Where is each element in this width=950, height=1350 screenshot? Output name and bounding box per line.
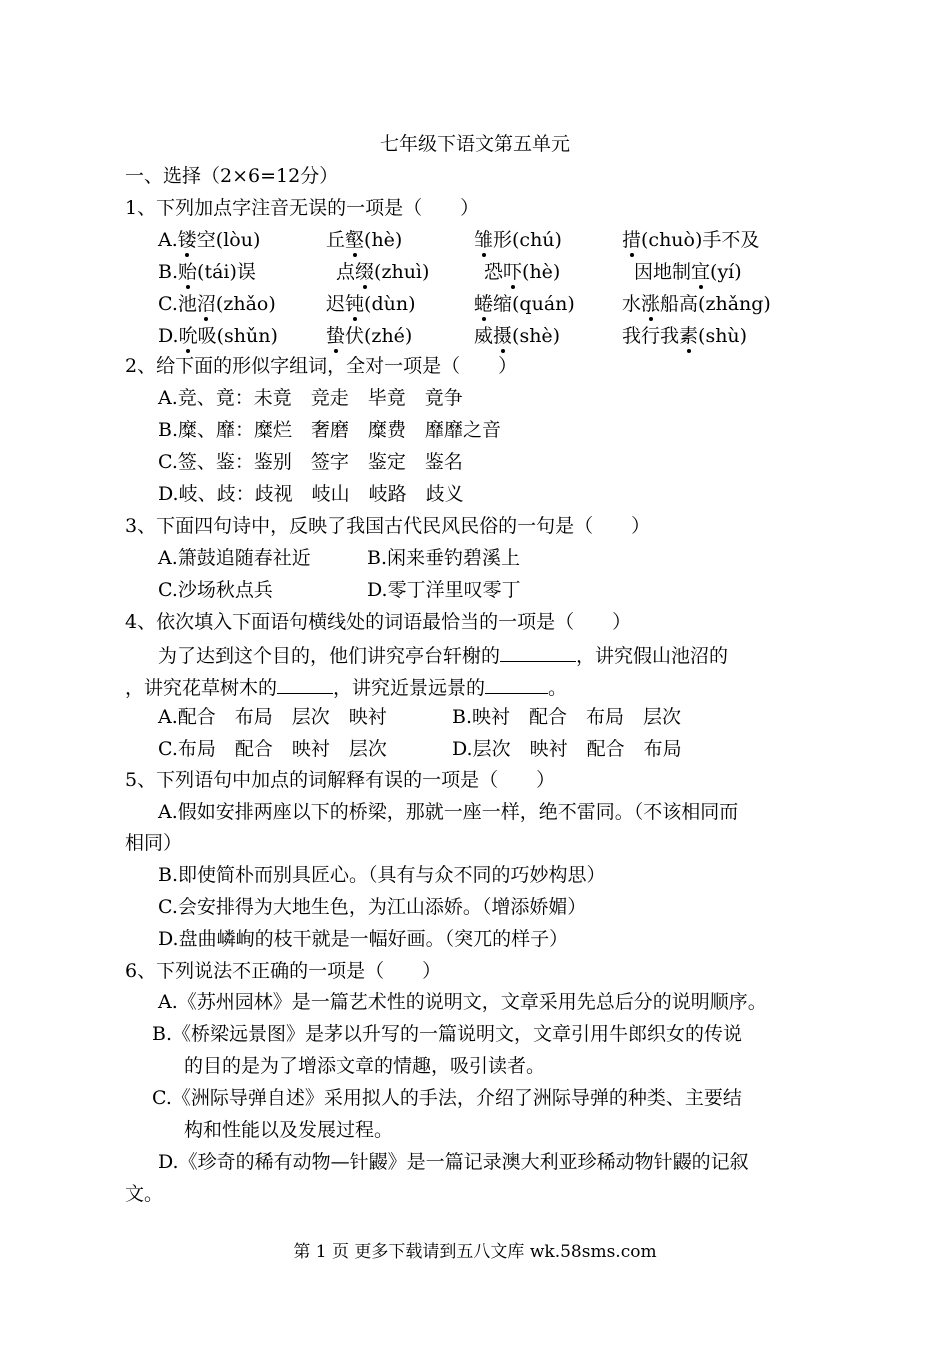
q1-option-d-1: D.吮吸(shǔn) xyxy=(158,325,278,347)
q1-option-a-4: 措(chuò)手不及 xyxy=(622,229,760,251)
emphasis-dot: 措 xyxy=(622,229,642,251)
q1-option-a-3: 雏形(chú) xyxy=(474,229,562,251)
question-3-stem: 3、下面四句诗中，反映了我国古代民风民俗的一句是（ ） xyxy=(125,515,651,537)
q6-option-d-cont: 文。 xyxy=(125,1183,164,1205)
q4-passage-line-2 xyxy=(125,673,567,701)
q4-option-d: D.层次 映衬 配合 布局 xyxy=(452,738,682,760)
page-title: 七年级下语文第五单元 xyxy=(379,133,570,155)
q1-option-c-2: 迟钝(dùn) xyxy=(326,293,416,315)
q1-option-a-2: 丘壑(hè) xyxy=(326,229,403,251)
q5-option-a-cont: 相同） xyxy=(125,832,183,854)
q5-option-b: B.即使简朴而别具匠心。（具有与众不同的巧妙构思） xyxy=(158,864,606,886)
q2-option-a: A.竞、竟：未竟 竞走 毕竟 竟争 xyxy=(158,387,463,409)
q6-option-b-cont: 的目的是为了增添文章的情趣，吸引读者。 xyxy=(184,1055,546,1077)
section-heading: 一、选择（2×6=12分） xyxy=(125,165,339,187)
q1-option-c-1: C.池沼(zhǎo) xyxy=(158,293,276,315)
q4-option-a: A.配合 布局 层次 映衬 xyxy=(158,706,387,728)
q2-option-b: B.糜、靡：糜烂 奢磨 糜费 靡靡之音 xyxy=(158,419,502,441)
emphasis-dot: 雏 xyxy=(474,229,494,251)
q4-passage-line-1 xyxy=(158,641,728,669)
passage-text: ，讲究近景远景的 xyxy=(333,677,486,699)
passage-text: 。 xyxy=(548,677,568,699)
fill-blank xyxy=(485,673,548,694)
emphasis-dot: 贻 xyxy=(178,261,198,283)
emphasis-dot: 沼 xyxy=(196,293,216,315)
q1-option-b-2: 点缀(zhuì) xyxy=(336,261,430,283)
emphasis-dot: 镂 xyxy=(177,229,197,251)
q3-option-b: B.闲来垂钓碧溪上 xyxy=(367,547,521,569)
q1-option-b-3: 恐吓(hè) xyxy=(484,261,561,283)
q5-option-d: D.盘曲嶙峋的枝干就是一幅好画。（突兀的样子） xyxy=(158,928,569,950)
q3-option-a: A.箫鼓追随春社近 xyxy=(158,547,311,569)
q3-option-d: D.零丁洋里叹零丁 xyxy=(367,579,521,601)
q6-option-b: B.《桥梁远景图》是茅以升写的一篇说明文，文章引用牛郎织女的传说 xyxy=(152,1023,743,1045)
emphasis-dot: 蜷 xyxy=(474,293,494,315)
page-footer: 第 1 页 更多下载请到五八文库 wk.58sms.com xyxy=(293,1242,657,1262)
q1-option-b-4: 因地制宜(yí) xyxy=(634,261,742,283)
passage-text: ，讲究花草树木的 xyxy=(125,677,278,699)
q2-option-c: C.签、鉴：鉴别 签字 鉴定 鉴名 xyxy=(158,451,463,473)
question-2-stem: 2、给下面的形似字组词，全对一项是（ ） xyxy=(125,355,518,377)
emphasis-dot: 摄 xyxy=(493,325,513,347)
question-1-stem: 1、下列加点字注音无误的一项是（ ） xyxy=(125,197,480,219)
q4-option-b: B.映衬 配合 布局 层次 xyxy=(452,706,682,728)
emphasis-dot: 吓 xyxy=(503,261,523,283)
emphasis-dot: 壑 xyxy=(345,229,365,251)
emphasis-dot: 涨 xyxy=(641,293,661,315)
q6-option-d: D.《珍奇的稀有动物—针鼹》是一篇记录澳大利亚珍稀动物针鼹的记叙 xyxy=(158,1151,749,1173)
emphasis-dot: 蛰 xyxy=(326,325,346,347)
q1-option-d-2: 蛰伏(zhé) xyxy=(326,325,413,347)
q6-option-c-cont: 构和性能以及发展过程。 xyxy=(184,1119,394,1141)
q1-option-c-4: 水涨船高(zhǎng) xyxy=(622,293,771,315)
question-5-stem: 5、下列语句中加点的词解释有误的一项是（ ） xyxy=(125,769,556,791)
q1-option-d-3: 威摄(shè) xyxy=(474,325,561,347)
emphasis-dot: 缀 xyxy=(355,261,375,283)
q6-option-c: C.《洲际导弹自述》采用拟人的手法，介绍了洲际导弹的种类、主要结 xyxy=(152,1087,742,1109)
fill-blank xyxy=(277,673,333,694)
passage-text: 为了达到这个目的，他们讲究亭台轩榭的 xyxy=(158,645,501,667)
q1-option-a-1: A.镂空(lòu) xyxy=(158,229,261,251)
q1-option-c-3: 蜷缩(quán) xyxy=(474,293,575,315)
q1-option-d-4: 我行我素(shù) xyxy=(622,325,748,347)
q1-option-b-1: B.贻(tái)误 xyxy=(158,261,256,283)
emphasis-dot: 宜 xyxy=(691,261,711,283)
question-4-stem: 4、依次填入下面语句横线处的词语最恰当的一项是（ ） xyxy=(125,611,632,633)
emphasis-dot: 吮 xyxy=(178,325,198,347)
q5-option-a: A.假如安排两座以下的桥梁，那就一座一样，绝不雷同。（不该相同而 xyxy=(158,801,739,823)
q4-option-c: C.布局 配合 映衬 层次 xyxy=(158,738,387,760)
emphasis-dot: 钝 xyxy=(345,293,365,315)
passage-text: ，讲究假山池沼的 xyxy=(576,645,729,667)
fill-blank xyxy=(500,641,576,662)
q6-option-a: A.《苏州园林》是一篇艺术性的说明文，文章采用先总后分的说明顺序。 xyxy=(158,991,767,1013)
q5-option-c: C.会安排得为大地生色，为江山添娇。（增添娇媚） xyxy=(158,896,587,918)
question-6-stem: 6、下列说法不正确的一项是（ ） xyxy=(125,960,442,982)
emphasis-dot: 素 xyxy=(679,325,699,347)
q2-option-d: D.岐、歧：歧视 岐山 岐路 歧义 xyxy=(158,483,464,505)
q3-option-c: C.沙场秋点兵 xyxy=(158,579,273,601)
